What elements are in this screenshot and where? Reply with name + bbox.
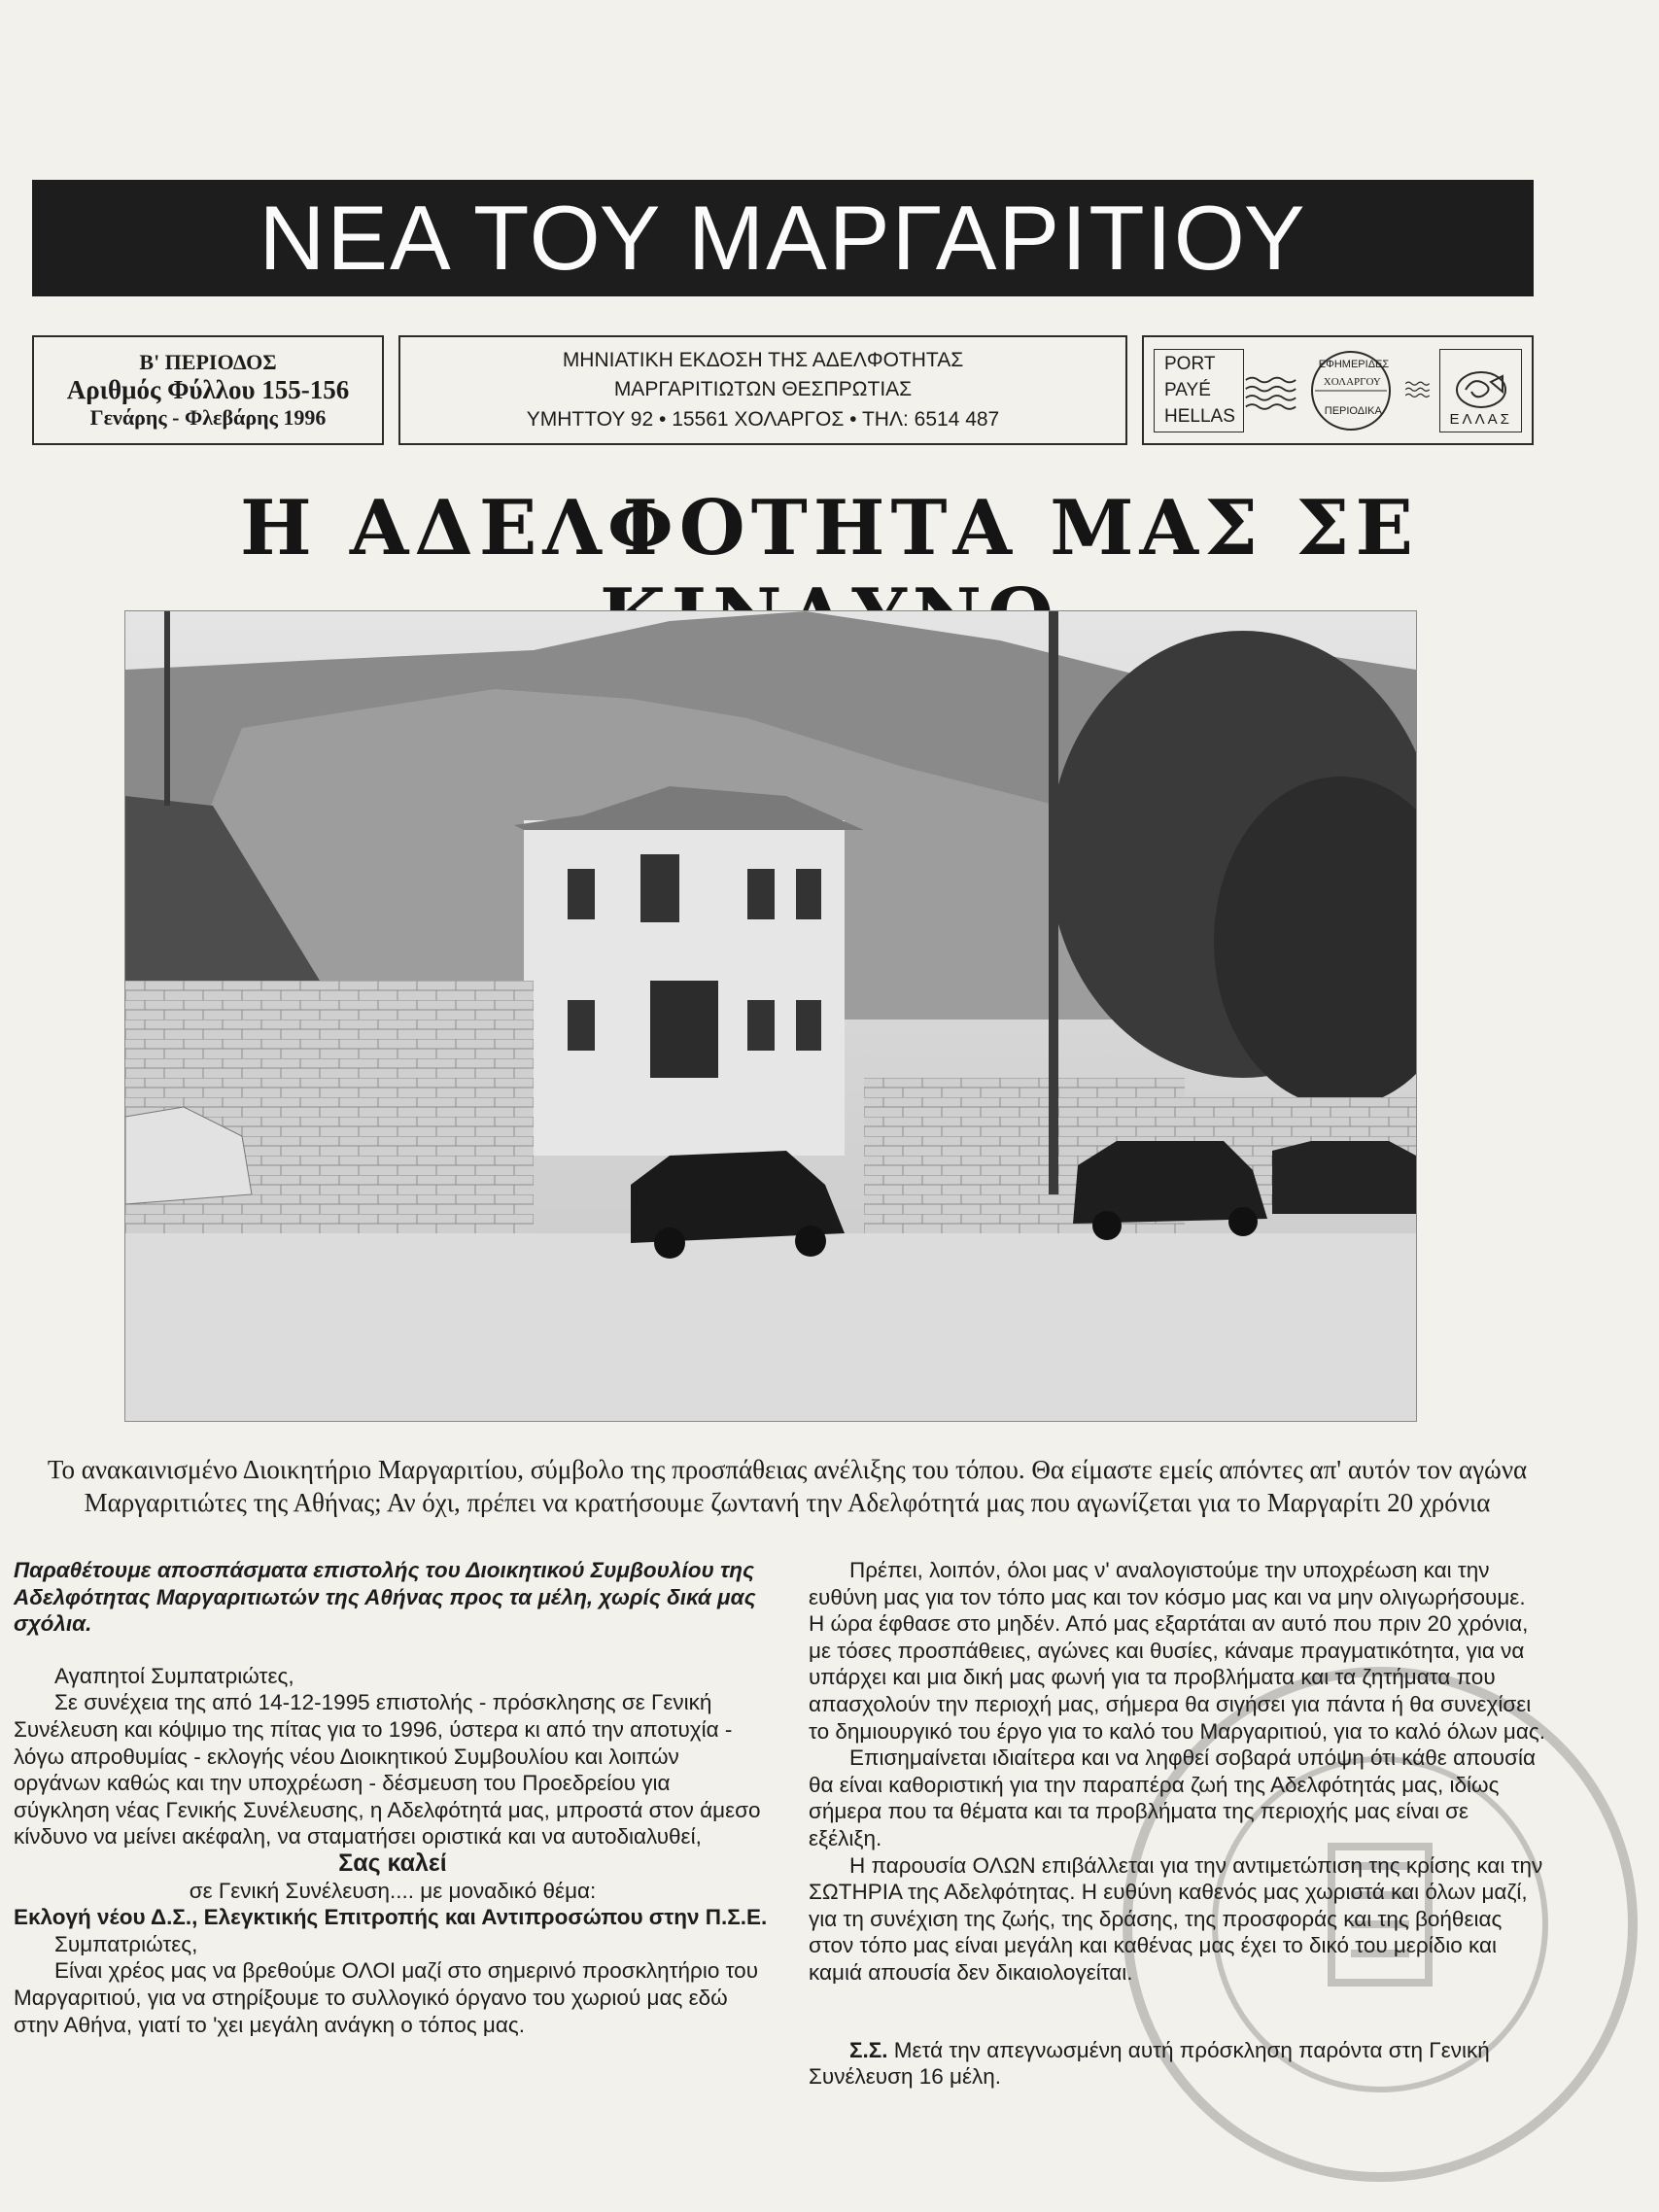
- postage-box: [1142, 335, 1534, 445]
- issue-info-box: [32, 335, 384, 445]
- elas-text: ΕΛΛΑΣ: [1449, 410, 1512, 428]
- edition-line-1: ΜΗΝΙΑΤΙΚΗ ΕΚΔΟΣΗ ΤΗΣ ΑΔΕΛΦΟΤΗΤΑΣ: [562, 348, 964, 371]
- assembly-line: σε Γενική Συνέλευση.... με μοναδικό θέμα:: [189, 1878, 597, 1903]
- port-text: PORT: [1164, 354, 1216, 374]
- issue-period: Β' ΠΕΡΙΟΔΟΣ: [139, 350, 277, 374]
- masthead-title: ΝΕΑ ΤΟΥ ΜΑΡΓΑΡΙΤΙΟΥ: [32, 180, 1534, 296]
- right-paragraph-2: Επισημαίνεται ιδιαίτερα και να ληφθεί σοβαρά υπόψη ότι κάθε απουσία θα είναι καθοριστική για την παραπέρα ζωή της Αδελφότητάς μας, ιδίως σήμερα που τα θέματα και τα προβλήματα της περιοχής μας είναι σε εξέλιξη.: [809, 1745, 1536, 1850]
- editor-note-text: Μετά την απεγνωσμένη αυτή πρόσκληση παρόντα στη Γενική Συνέλευση 16 μέλη.: [809, 2037, 1490, 2090]
- building-photo: [124, 610, 1417, 1422]
- photo-illustration: [125, 611, 1416, 1421]
- main-headline: Η ΑΔΕΛΦΟΤΗΤΑ ΜΑΣ ΣΕ: [240, 484, 1419, 572]
- invites-heading: Σας καλεί: [338, 1849, 447, 1877]
- paye-text: PAYÉ: [1164, 380, 1211, 400]
- postmark-bottom-text: ΠΕΡΙΟΔΙΚΑ: [1324, 404, 1382, 417]
- left-column: [14, 1557, 772, 2038]
- edition-line-2: ΜΑΡΓΑΡΙΤΙΩΤΩΝ ΘΕΣΠΡΩΤΙΑΣ: [613, 378, 913, 401]
- hellas-text: HELLAS: [1164, 406, 1235, 427]
- port-paye-label: [1154, 349, 1244, 432]
- letter-paragraph-1: Σε συνέχεια της από 14-12-1995 επιστολής - πρόσκλησης σε Γενική Συνέλευση και κόψιμο της πίτας για το 1996, ύστερα κι από την αποτυχία - λόγω απροθυμίας - εκλογής νέου Διοικητικού Συμβουλίου και λοιπών οργάνων καθώς και την υποχρέωση - δέσμευση του Προεδρείου για σύγκληση νέας Γενικής Συνέλευσης, η Αδελφότητά μας, μπροστά στον άμεσο κίνδυνο να μείνει ακέφαλη, να σταματήσει οριστικά και να αυτοδιαλυθεί,: [14, 1690, 761, 1849]
- post-horn-stamp: [1439, 349, 1522, 432]
- intro-lead: Παραθέτουμε αποσπάσματα επιστολής του Διοικητικού Συμβουλίου της Αδελφότητας Μαργαριτιωτών της Αθήνας προς τα μέλη, χωρίς δικά μας σχόλια.: [14, 1558, 756, 1637]
- postmark-waves-right-icon: [1404, 362, 1440, 420]
- assembly-topic: Εκλογή νέου Δ.Σ., Ελεγκτικής Επιτροπής και Αντιπροσώπου στην Π.Σ.Ε.: [14, 1905, 768, 1930]
- right-paragraph-1: Πρέπει, λοιπόν, όλοι μας ν' αναλογιστούμε την υποχρέωση και την ευθύνη μας για τον τόπο μας και τον κόσμο μας και να μην ολιγωρήσουμε. Η ώρα έφθασε στο μηδέν. Από μας εξαρτάται αν αυτό που πριν 20 χρόνια, με τόσες προσπάθειες, αγώνες και θυσίες, κάναμε πραγματικότητα, για να υπάρχει και μια δική μας φωνή για τα προβλήματα και τα ζητήματα που απασχολούν την περιοχή μας, σήμερα θα σιγήσει για πάντα ή θα συνεχίσει το δημιουργικό του έργο για το καλό του Μαργαριτιού, για το καλό όλων μας.: [809, 1558, 1546, 1744]
- postmark-mid-text: ΧΟΛΑΡΓΟΥ: [1323, 375, 1381, 388]
- salutation-2: Συμπατριώτες,: [54, 1931, 198, 1956]
- postmark-top-text: ΕΦΗΜΕΡΙΔΕΣ: [1318, 358, 1390, 370]
- edition-address: ΥΜΗΤΤΟΥ 92 • 15561 ΧΟΛΑΡΓΟΣ • ΤΗΛ: 6514 487: [526, 407, 1000, 431]
- right-paragraph-3: Η παρουσία ΟΛΩΝ επιβάλλεται για την αντιμετώπιση της κρίσης και την ΣΩΤΗΡΙΑ της Αδελφότητας. Η ευθύνη καθενός μας χωριστά και όλων μαζί, για τη συνέχιση της ζωής, της δράσης, της προσφοράς και της βοήθειας στον τόπο μας είναι μεγάλη και καθένας μας έχει το δικό του μερίδιο και καμιά απουσία δεν δικαιολογείται.: [809, 1852, 1543, 1985]
- right-column: [809, 1557, 1547, 2091]
- editor-note-label: Σ.Σ.: [849, 2037, 888, 2062]
- post-horn-icon: [1452, 366, 1510, 411]
- issue-date: Γενάρης - Φλεβάρης 1996: [89, 405, 327, 430]
- salutation: Αγαπητοί Συμπατριώτες,: [54, 1663, 294, 1688]
- letter-paragraph-2: Είναι χρέος μας να βρεθούμε ΟΛΟΙ μαζί στο σημερινό προσκλητήριο του Μαργαριτιού, για να στηρίξουμε το συλλογικό όργανο του χωριού μας εδώ στην Αθήνα, γιατί το 'χει μεγάλη ανάγκη ο τόπος μας.: [14, 1958, 758, 2037]
- postmark-stamp: [1297, 347, 1404, 434]
- photo-caption: Το ανακαινισμένο Διοικητήριο Μαργαριτίου, σύμβολο της προσπάθειας ανέλιξης του τόπου. Θα είμαστε εμείς απόντες απ' αυτόν τον αγώνα Μαργαριτιώτες της Αθήνας; Αν όχι, πρέπει να κρατήσουμε ζωντανή την Αδελφότητά μας που αγωνίζεται για το Μαργαρίτι 20 χρόνια: [47, 1455, 1528, 1517]
- issue-number: Αριθμός Φύλλου 155-156: [66, 375, 350, 404]
- postmark-waves-icon: [1244, 362, 1297, 420]
- edition-info-box: [398, 335, 1127, 445]
- editor-note: [809, 2037, 1547, 2091]
